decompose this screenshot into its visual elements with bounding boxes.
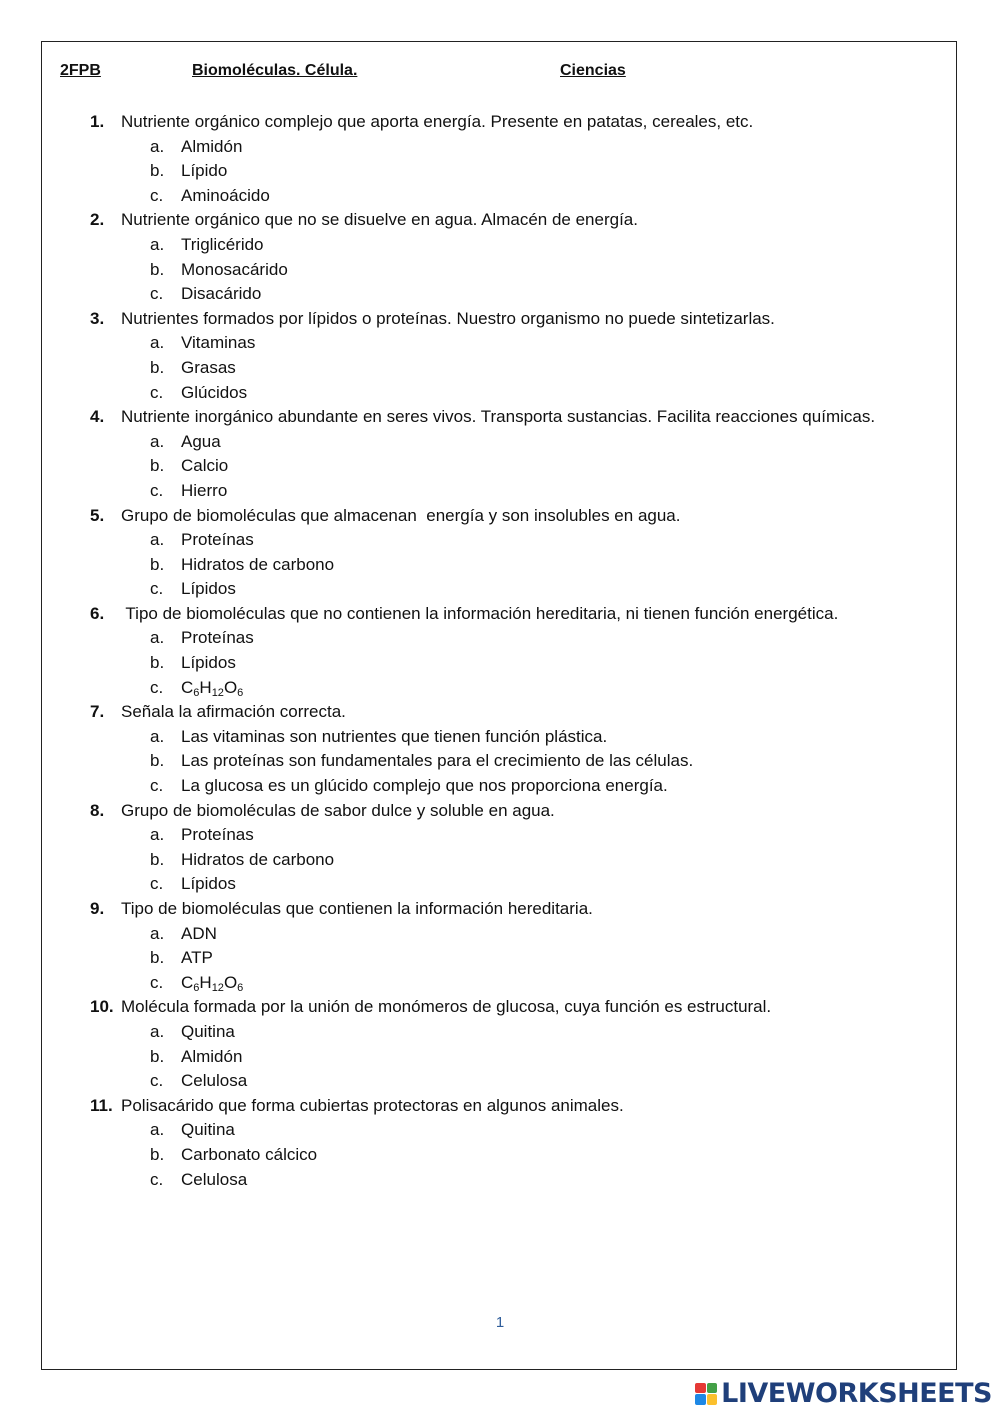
question-text: Tipo de biomoléculas que contienen la información hereditaria. bbox=[121, 899, 593, 918]
formula-element: O bbox=[223, 972, 238, 992]
question-number: 8. bbox=[90, 800, 105, 820]
answer-option[interactable] bbox=[90, 1118, 950, 1143]
option-letter: c. bbox=[150, 776, 164, 796]
answer-option[interactable] bbox=[90, 626, 950, 651]
question-line bbox=[90, 110, 950, 135]
question-item bbox=[90, 405, 950, 503]
logo-tile bbox=[707, 1394, 718, 1405]
option-letter: b. bbox=[150, 948, 165, 968]
answer-option[interactable] bbox=[90, 1143, 950, 1168]
option-formula bbox=[181, 971, 243, 996]
option-letter: a. bbox=[150, 431, 165, 451]
option-formula bbox=[181, 676, 243, 701]
formula-element: H bbox=[199, 677, 212, 697]
question-item bbox=[90, 208, 950, 306]
question-list bbox=[90, 110, 950, 1192]
option-letter: b. bbox=[150, 357, 165, 377]
question-line bbox=[90, 307, 950, 332]
question-number: 10. bbox=[90, 997, 114, 1017]
question-text: Polisacárido que forma cubiertas protectoras en algunos animales. bbox=[121, 1095, 624, 1115]
question-line bbox=[90, 700, 950, 725]
answer-option[interactable] bbox=[90, 528, 950, 553]
option-text: Hierro bbox=[181, 480, 228, 500]
question-number: 2. bbox=[90, 210, 105, 230]
liveworksheets-brand bbox=[695, 1378, 992, 1409]
option-text: Triglicérido bbox=[181, 234, 264, 254]
option-letter: b. bbox=[150, 653, 165, 673]
question-number: 3. bbox=[90, 308, 105, 328]
option-text: Proteínas bbox=[181, 628, 254, 648]
logo-tile bbox=[695, 1394, 706, 1405]
option-text: Las vitaminas son nutrientes que tienen función plástica. bbox=[181, 726, 608, 746]
option-letter: c. bbox=[150, 1071, 164, 1091]
option-letter: a. bbox=[150, 333, 165, 353]
option-letter: c. bbox=[150, 382, 164, 402]
answer-option[interactable] bbox=[90, 848, 950, 873]
logo-tile bbox=[695, 1383, 706, 1394]
option-letter: a. bbox=[150, 1120, 165, 1140]
option-text: La glucosa es un glúcido complejo que nos proporciona energía. bbox=[181, 776, 668, 796]
answer-option[interactable] bbox=[90, 1168, 950, 1193]
option-text: Celulosa bbox=[181, 1071, 248, 1091]
answer-option[interactable] bbox=[90, 749, 950, 774]
formula-subscript: 12 bbox=[211, 981, 224, 994]
formula-element: H bbox=[199, 972, 212, 992]
question-line bbox=[90, 897, 950, 922]
answer-option[interactable] bbox=[90, 159, 950, 184]
topic-title: Biomoléculas. Célula. bbox=[192, 62, 358, 79]
option-text: Proteínas bbox=[181, 825, 254, 845]
option-letter: c. bbox=[150, 579, 164, 599]
question-number: 5. bbox=[90, 505, 105, 525]
answer-option[interactable] bbox=[90, 135, 950, 160]
answer-option[interactable] bbox=[90, 823, 950, 848]
question-item bbox=[90, 1094, 950, 1192]
option-text: Agua bbox=[181, 431, 221, 451]
question-item bbox=[90, 995, 950, 1093]
formula-subscript: 6 bbox=[193, 686, 200, 699]
question-item bbox=[90, 307, 950, 405]
question-line bbox=[90, 405, 950, 430]
answer-option[interactable] bbox=[90, 1020, 950, 1045]
question-text: Señala la afirmación correcta. bbox=[121, 702, 346, 722]
option-text: Monosacárido bbox=[181, 259, 288, 279]
question-line bbox=[90, 504, 950, 529]
option-text: Quitina bbox=[181, 1120, 235, 1140]
formula-element: C bbox=[181, 972, 194, 992]
option-letter: c. bbox=[150, 972, 164, 992]
option-letter: b. bbox=[150, 161, 165, 181]
option-letter: c. bbox=[150, 480, 164, 500]
question-line bbox=[90, 995, 950, 1020]
option-text: Las proteínas son fundamentales para el crecimiento de las células. bbox=[181, 751, 694, 771]
question-text: Grupo de biomoléculas que almacenan energía y son insolubles en agua. bbox=[121, 505, 681, 525]
question-item bbox=[90, 504, 950, 602]
option-text: Glúcidos bbox=[181, 382, 248, 402]
question-line bbox=[90, 799, 950, 824]
option-text: Aminoácido bbox=[181, 185, 270, 205]
question-number: 7. bbox=[90, 702, 105, 722]
option-text: Lípidos bbox=[181, 653, 236, 673]
question-number: 6. bbox=[90, 603, 105, 623]
liveworksheets-logo-icon bbox=[695, 1383, 717, 1405]
answer-option[interactable] bbox=[90, 922, 950, 947]
brand-text: LIVEWORKSHEETS bbox=[721, 1378, 992, 1409]
formula-subscript: 12 bbox=[211, 686, 224, 699]
question-item bbox=[90, 110, 950, 208]
formula-element: C bbox=[181, 677, 194, 697]
option-letter: a. bbox=[150, 923, 165, 943]
answer-option[interactable] bbox=[90, 233, 950, 258]
option-letter: b. bbox=[150, 751, 165, 771]
option-text: Almidón bbox=[181, 1046, 243, 1066]
question-text: Nutriente orgánico complejo que aporta energía. Presente en patatas, cereales, etc. bbox=[121, 112, 754, 131]
formula-subscript: 6 bbox=[193, 981, 200, 994]
option-text: Grasas bbox=[181, 357, 236, 377]
answer-option[interactable] bbox=[90, 282, 950, 307]
option-letter: c. bbox=[150, 1169, 164, 1189]
question-text: Nutriente inorgánico abundante en seres vivos. Transporta sustancias. Facilita reacciones químicas. bbox=[121, 407, 876, 427]
option-text: ATP bbox=[181, 948, 213, 968]
option-text: Proteínas bbox=[181, 530, 254, 550]
question-number: 1. bbox=[90, 112, 105, 131]
question-item bbox=[90, 700, 950, 798]
option-text: Vitaminas bbox=[181, 333, 256, 353]
answer-option[interactable] bbox=[90, 356, 950, 381]
question-item bbox=[90, 897, 950, 995]
question-line bbox=[90, 208, 950, 233]
option-text: Disacárido bbox=[181, 284, 262, 304]
answer-option[interactable] bbox=[90, 479, 950, 504]
option-text: Lípido bbox=[181, 161, 228, 181]
option-text: Celulosa bbox=[181, 1169, 248, 1189]
formula-subscript: 6 bbox=[237, 981, 244, 994]
option-text: Lípidos bbox=[181, 874, 236, 894]
option-text: Hidratos de carbono bbox=[181, 849, 335, 869]
option-letter: b. bbox=[150, 259, 165, 279]
answer-option[interactable] bbox=[90, 872, 950, 897]
option-letter: a. bbox=[150, 136, 165, 156]
answer-option[interactable] bbox=[90, 454, 950, 479]
answer-option[interactable] bbox=[90, 774, 950, 799]
question-item bbox=[90, 799, 950, 897]
logo-tile bbox=[707, 1383, 718, 1394]
answer-option[interactable] bbox=[90, 553, 950, 578]
subject-label: Ciencias bbox=[560, 62, 626, 79]
question-item bbox=[90, 602, 950, 700]
question-number: 4. bbox=[90, 407, 105, 427]
question-number: 9. bbox=[90, 899, 105, 918]
question-text: Nutrientes formados por lípidos o proteínas. Nuestro organismo no puede sintetizarlas. bbox=[121, 308, 775, 328]
formula-element: O bbox=[223, 677, 238, 697]
answer-option[interactable] bbox=[90, 184, 950, 209]
option-text: Calcio bbox=[181, 456, 229, 476]
page-number: 1 bbox=[495, 1314, 505, 1331]
question-number: 11. bbox=[90, 1095, 113, 1115]
option-letter: c. bbox=[150, 874, 164, 894]
option-letter: c. bbox=[150, 677, 164, 697]
question-line bbox=[90, 1094, 950, 1119]
question-line bbox=[90, 602, 950, 627]
option-text: Hidratos de carbono bbox=[181, 554, 335, 574]
question-text: Nutriente orgánico que no se disuelve en agua. Almacén de energía. bbox=[121, 210, 638, 230]
question-text: Grupo de biomoléculas de sabor dulce y soluble en agua. bbox=[121, 800, 555, 820]
answer-option[interactable] bbox=[90, 651, 950, 676]
answer-option[interactable] bbox=[90, 430, 950, 455]
answer-option[interactable] bbox=[90, 946, 950, 971]
option-letter: b. bbox=[150, 1144, 165, 1164]
option-letter: c. bbox=[150, 185, 164, 205]
option-text: Quitina bbox=[181, 1021, 235, 1041]
answer-option[interactable] bbox=[90, 676, 950, 701]
answer-option[interactable] bbox=[90, 725, 950, 750]
question-text: Molécula formada por la unión de monómeros de glucosa, cuya función es estructural. bbox=[121, 997, 772, 1017]
option-letter: a. bbox=[150, 726, 165, 746]
option-letter: a. bbox=[150, 530, 165, 550]
option-letter: b. bbox=[150, 554, 165, 574]
option-text: Lípidos bbox=[181, 579, 236, 599]
question-text: Tipo de biomoléculas que no contienen la información hereditaria, ni tienen función energética. bbox=[121, 603, 839, 623]
option-text: Almidón bbox=[181, 136, 243, 156]
answer-option[interactable] bbox=[90, 971, 950, 996]
option-letter: a. bbox=[150, 825, 165, 845]
option-letter: a. bbox=[150, 1021, 165, 1041]
answer-option[interactable] bbox=[90, 1045, 950, 1070]
answer-option[interactable] bbox=[90, 331, 950, 356]
answer-option[interactable] bbox=[90, 381, 950, 406]
option-text: Carbonato cálcico bbox=[181, 1144, 318, 1164]
formula-subscript: 6 bbox=[237, 686, 244, 699]
option-letter: b. bbox=[150, 456, 165, 476]
option-letter: a. bbox=[150, 234, 165, 254]
option-letter: a. bbox=[150, 628, 165, 648]
answer-option[interactable] bbox=[90, 1069, 950, 1094]
course-label: 2FPB bbox=[60, 62, 101, 79]
option-letter: b. bbox=[150, 849, 165, 869]
answer-option[interactable] bbox=[90, 577, 950, 602]
option-text: ADN bbox=[181, 923, 217, 943]
answer-option[interactable] bbox=[90, 258, 950, 283]
option-letter: b. bbox=[150, 1046, 165, 1066]
option-letter: c. bbox=[150, 284, 164, 304]
